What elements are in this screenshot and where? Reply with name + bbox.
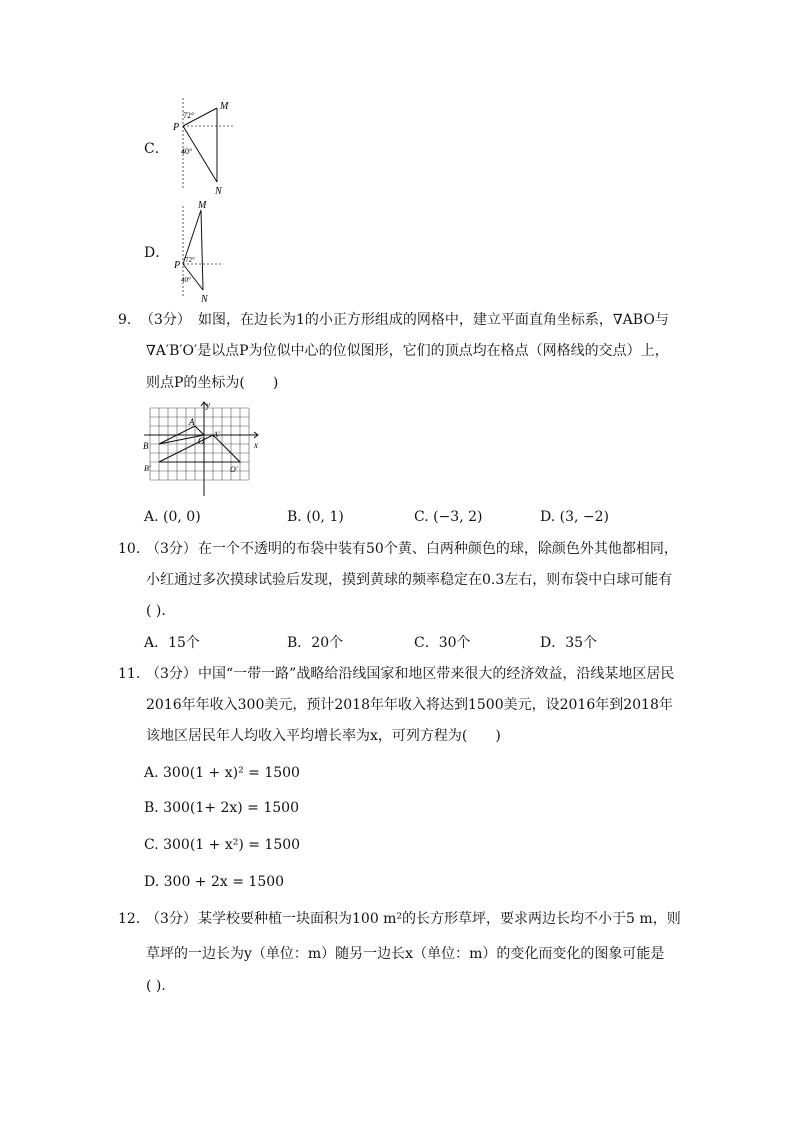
point-o-prime-label: O′: [230, 465, 238, 474]
point-a-label: A: [189, 417, 195, 427]
question-9-score: （3分）: [140, 312, 191, 328]
question-11-line-1: 中国“一带一路”战略给沿线国家和地区带来很大的经济效益，沿线某地区居民: [198, 666, 675, 682]
question-9-line-2: ∇A′B′O′是以点P为位似中心的位似图形，它们的顶点均在格点（网格线的交点）上，: [146, 343, 669, 359]
option-c-label: C．: [144, 141, 169, 157]
option-d-figure: [168, 198, 228, 304]
point-n-label: N: [201, 294, 208, 304]
angle-72-label: 72°: [185, 256, 195, 264]
question-9-option-d[interactable]: D. (3, −2): [540, 509, 609, 525]
question-12-line-3: ( ).: [146, 978, 166, 994]
question-12-score: （3分）: [146, 911, 197, 927]
question-9-number: 9.: [118, 312, 132, 328]
question-9-line-3: 则点P的坐标为( ): [146, 375, 279, 391]
point-a-prime-label: A′: [213, 430, 220, 439]
point-p-label: P: [173, 122, 180, 133]
question-11-score: （3分）: [146, 666, 197, 682]
point-b-prime-label: B′: [144, 464, 151, 473]
point-o-label: O: [198, 436, 205, 446]
angle-40-label: 40°: [181, 276, 191, 284]
y-axis-label: y: [206, 400, 210, 410]
question-10-option-d[interactable]: D．35个: [540, 635, 598, 651]
angle-40-label: 40°: [181, 147, 193, 156]
point-p-label: P: [174, 260, 181, 271]
question-10-line-1: 在一个不透明的布袋中装有50个黄、白两种颜色的球，除颜色外其他都相同，: [198, 541, 678, 557]
question-11-number: 11.: [118, 666, 141, 682]
question-11-option-a[interactable]: A. 300(1 + x)² = 1500: [144, 765, 300, 781]
question-10-line-2: 小红通过多次摸球试验后发现，摸到黄球的频率稳定在0.3左右，则布袋中白球可能有: [146, 572, 673, 588]
question-12-line-1: 某学校要种植一块面积为100 m²的长方形草坪，要求两边长均不小于5 m，则: [198, 911, 681, 927]
point-b-label: B: [143, 441, 149, 451]
question-9-option-a[interactable]: A. (0, 0): [144, 509, 201, 525]
segment-mn: [201, 210, 203, 290]
question-10-score: （3分）: [146, 541, 197, 557]
question-10-line-3: ( ).: [146, 603, 166, 619]
point-n-label: N: [215, 186, 222, 196]
question-11-option-c[interactable]: C. 300(1 + x²) = 1500: [144, 837, 301, 853]
question-12-number: 12.: [118, 911, 141, 927]
option-c-figure: [168, 96, 240, 196]
question-11-line-3: 该地区居民年人均收入平均增长率为x，可列方程为( ): [146, 728, 501, 744]
question-10-number: 10.: [118, 541, 141, 557]
question-9-option-c[interactable]: C. (−3, 2): [414, 509, 483, 525]
grid-figure: [140, 400, 266, 500]
point-m-label: M: [198, 200, 207, 211]
point-m-label: M: [220, 101, 229, 112]
question-11-option-b[interactable]: B. 300(1+ 2x) = 1500: [144, 800, 299, 816]
question-12-line-2: 草坪的一边长为y（单位：m）随另一边长x（单位：m）的变化而变化的图象可能是: [146, 946, 665, 962]
question-9-option-b[interactable]: B. (0, 1): [287, 509, 344, 525]
question-10-option-c[interactable]: C．30个: [414, 635, 471, 651]
option-d-label: D．: [144, 245, 170, 261]
question-10-option-a[interactable]: A．15个: [144, 635, 200, 651]
question-10-option-b[interactable]: B．20个: [287, 635, 344, 651]
angle-72-label: 72°: [183, 111, 195, 120]
question-11-option-d[interactable]: D. 300 + 2x = 1500: [144, 874, 285, 890]
question-11-line-2: 2016年年收入300美元，预计2018年年收入将达到1500美元，设2016年到2018年: [146, 697, 673, 713]
x-axis-label: x: [254, 440, 258, 450]
question-9-line-1: 如图，在边长为1的小正方形组成的网格中，建立平面直角坐标系，∇ABO与: [198, 312, 669, 328]
